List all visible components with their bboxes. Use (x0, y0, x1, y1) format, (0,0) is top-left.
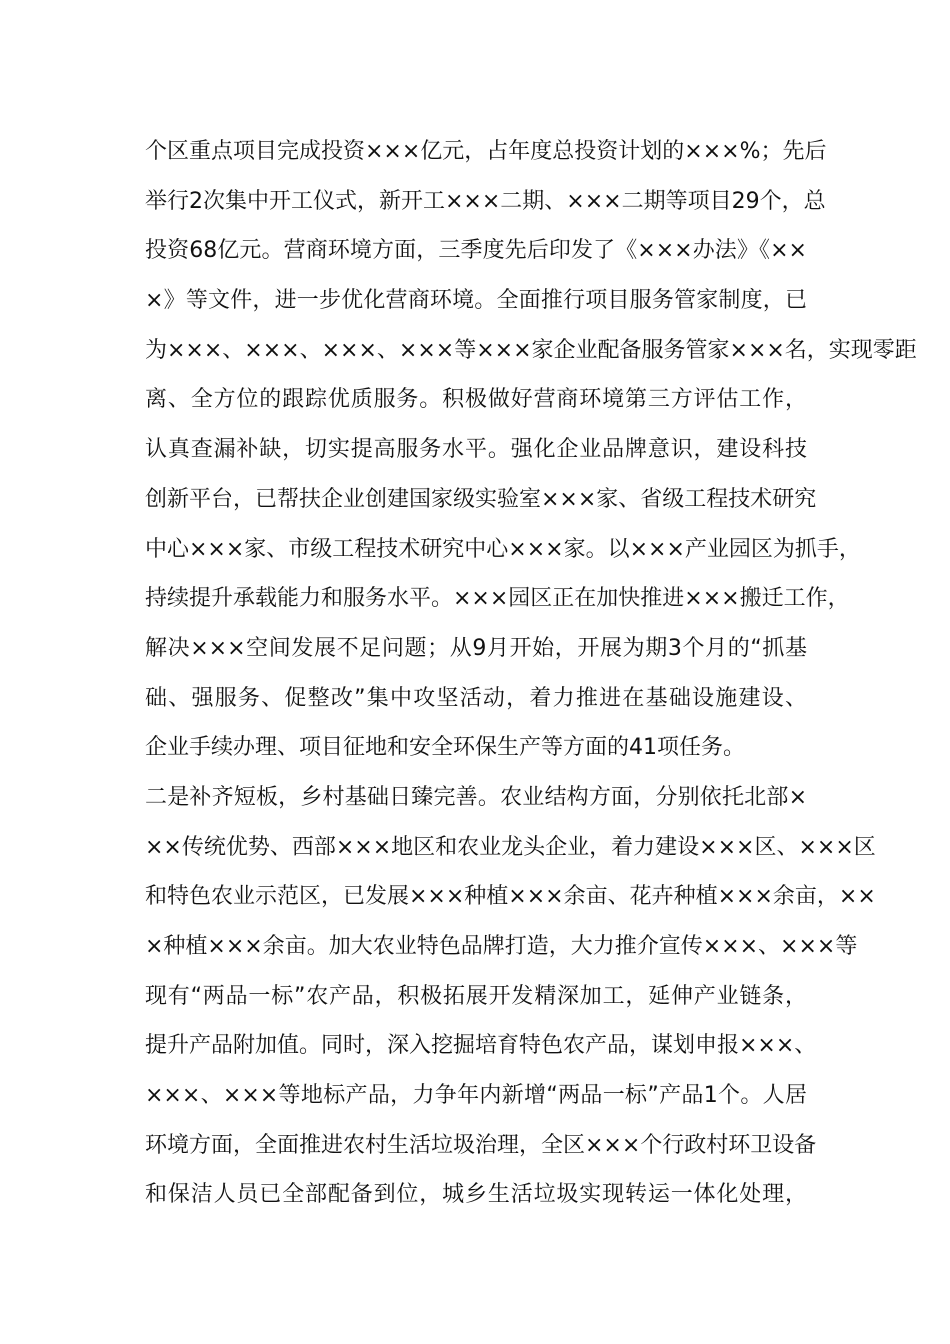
text-line: 二是补齐短板，乡村基础日臻完善。农业结构方面，分别依托北部× (145, 784, 807, 810)
text-line: 环境方面，全面推进农村生活垃圾治理，全区×××个行政村环卫设备 (145, 1132, 817, 1158)
text-line: 中心×××家、市级工程技术研究中心×××家。以×××产业园区为抓手， (145, 536, 861, 562)
text-line: 现有“两品一标”农产品，积极拓展开发精深加工，延伸产业链条， (145, 983, 807, 1009)
text-line: 解决×××空间发展不足问题；从9月开始，开展为期3个月的“抓基 (145, 635, 807, 661)
text-line: 础、强服务、促整改”集中攻坚活动，着力推进在基础设施建设、 (145, 685, 807, 711)
text-line: ×种植×××余亩。加大农业特色品牌打造，大力推介宣传×××、×××等 (145, 934, 858, 959)
text-line: 为×××、×××、×××、×××等×××家企业配备服务管家×××名，实现零距 (145, 337, 917, 363)
text-line: 企业手续办理、项目征地和安全环保生产等方面的41项任务。 (145, 735, 745, 761)
text-line: 持续提升承载能力和服务水平。×××园区正在加快推进×××搬迁工作， (145, 586, 850, 612)
text-line: ×××、×××等地标产品，力争年内新增“两品一标”产品1个。人居 (145, 1083, 807, 1109)
text-line: 离、全方位的跟踪优质服务。积极做好营商环境第三方评估工作， (145, 387, 807, 413)
text-line: 和保洁人员已全部配备到位，城乡生活垃圾实现转运一体化处理， (145, 1182, 807, 1208)
text-line: 个区重点项目完成投资×××亿元，占年度总投资计划的×××%；先后 (145, 139, 827, 164)
text-line: ××传统优势、西部×××地区和农业龙头企业，着力建设×××区、×××区 (145, 834, 876, 860)
text-line: 认真查漏补缺，切实提高服务水平。强化企业品牌意识，建设科技 (145, 437, 807, 463)
text-line: 举行2次集中开工仪式，新开工×××二期、×××二期等项目29个，总 (145, 188, 826, 214)
text-line: 和特色农业示范区，已发展×××种植×××余亩、花卉种植×××余亩，×× (145, 884, 876, 910)
text-line: ×》等文件，进一步优化营商环境。全面推行项目服务管家制度，已 (145, 288, 807, 314)
text-line: 提升产品附加值。同时，深入挖掘培育特色农产品，谋划申报×××、 (145, 1033, 817, 1059)
text-line: 投资68亿元。营商环境方面，三季度先后印发了《×××办法》《×× (145, 238, 807, 264)
body-text (145, 127, 917, 1220)
text-line: 创新平台，已帮扶企业创建国家级实验室×××家、省级工程技术研究 (145, 486, 817, 512)
